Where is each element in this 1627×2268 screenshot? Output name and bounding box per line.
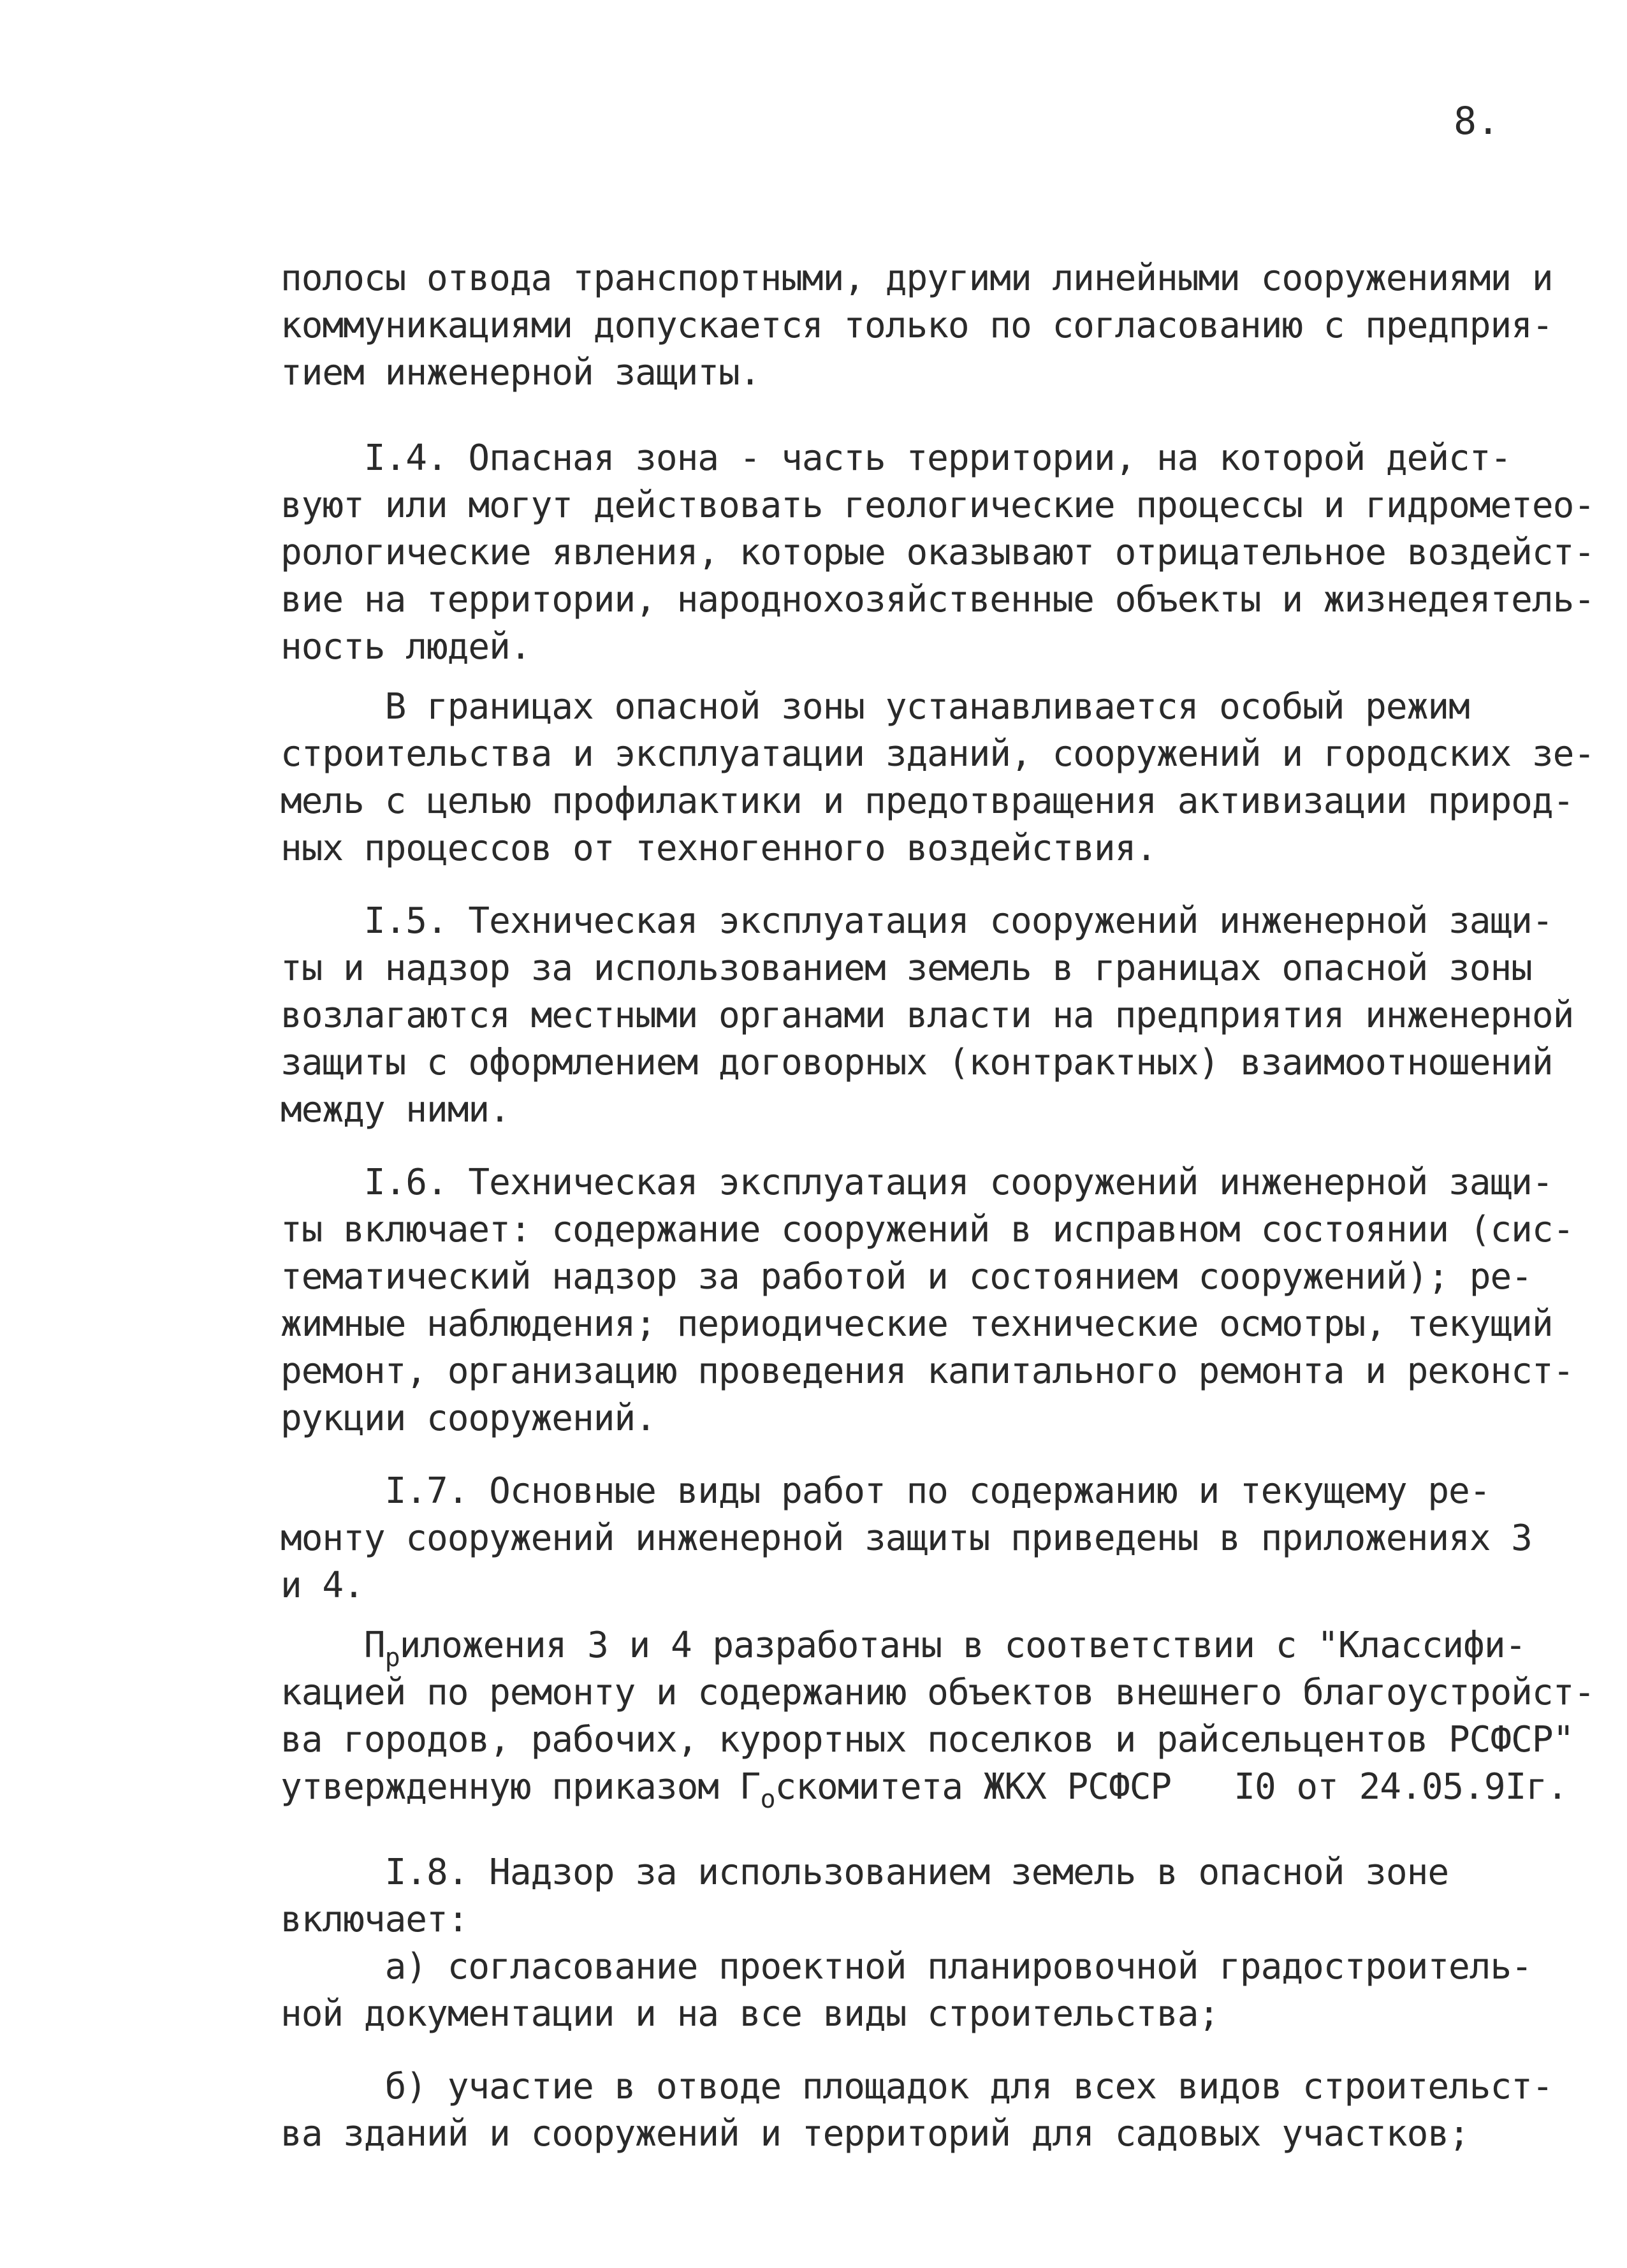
text-line: тием инженерной защиты. <box>281 352 761 393</box>
text-line: защиты с оформлением договорных (контрактных) взаимоотношений <box>281 1042 1553 1083</box>
text-line: I.6. Техническая эксплуатация сооружений инженерной защи- <box>281 1162 1553 1203</box>
text-line: ных процессов от техногенного воздействия. <box>281 828 1157 869</box>
text-line: вуют или могут действовать геологические процессы и гидрометео- <box>281 485 1595 526</box>
paragraph-1-5 <box>281 898 1574 1134</box>
text-line: В границах опасной зоны устанавливается особый режим <box>281 686 1470 728</box>
text-line: и 4. <box>281 1565 364 1606</box>
text-line: ва городов, рабочих, курортных поселков и райсельцентов РСФСР" <box>281 1719 1574 1760</box>
list-item-a: а) согласование проектной планировочной градостроитель- <box>281 1946 1532 1987</box>
list-item-b: б) участие в отводе площадок для всех видов строительст- <box>281 2066 1553 2107</box>
text-line: возлагаются местными органами власти на предприятия инженерной <box>281 995 1574 1036</box>
text-line: ремонт, организацию проведения капитального ремонта и реконст- <box>281 1350 1574 1392</box>
text-line: ность людей. <box>281 626 531 668</box>
text-fragment: иложения 3 и 4 разработаны в соответствии с "Классифи- <box>399 1625 1526 1666</box>
text-line: I.4. Опасная зона - часть территории, на которой дейст- <box>281 437 1512 479</box>
list-item-b-block <box>281 2063 1553 2158</box>
paragraph-1-6 <box>281 1159 1574 1442</box>
text-line: строительства и эксплуатации зданий, сооружений и городских зе- <box>281 733 1595 775</box>
text-line: включает: <box>281 1899 469 1940</box>
subscript-fragment: о <box>760 1785 775 1814</box>
text-line <box>281 1622 1526 1672</box>
text-line: ты включает: содержание сооружений в исправном состоянии (сис- <box>281 1209 1574 1250</box>
text-line: ва зданий и сооружений и территорий для садовых участков; <box>281 2113 1470 2155</box>
text-line: рукции сооружений. <box>281 1398 656 1439</box>
text-line: кацией по ремонту и содержанию объектов внешнего благоустройст- <box>281 1672 1595 1713</box>
text-line: коммуникациями допускается только по согласованию с предприя- <box>281 305 1553 346</box>
text-line: между ними. <box>281 1089 510 1130</box>
paragraph-appendices <box>281 1622 1595 1814</box>
text-fragment: скомитета ЖКХ РСФСР I0 от 24.05.9Iг. <box>775 1766 1568 1808</box>
paragraph-1-4 <box>281 435 1595 671</box>
text-line: ты и надзор за использованием земель в границах опасной зоны <box>281 947 1532 989</box>
text-line: жимные наблюдения; периодические технические осмотры, текущий <box>281 1303 1553 1345</box>
paragraph-1-4-hazard-zone-regime <box>281 684 1595 872</box>
text-line: мель с целью профилактики и предотвращения активизации природ- <box>281 780 1574 822</box>
text-line: тематический надзор за работой и состоянием сооружений); ре- <box>281 1256 1532 1298</box>
text-line: ной документации и на все виды строительства; <box>281 1993 1220 2035</box>
text-line: вие на территории, народнохозяйственные объекты и жизнедеятель- <box>281 579 1595 620</box>
page-number: 8. <box>1454 99 1500 143</box>
text-line <box>281 1764 1568 1814</box>
subscript-fragment: р <box>384 1643 400 1672</box>
text-fragment: утвержденную приказом Г <box>281 1766 761 1808</box>
text-line: полосы отвода транспортными, другими линейными сооружениями и <box>281 258 1553 299</box>
text-line: рологические явления, которые оказывают отрицательное воздейст- <box>281 532 1595 573</box>
text-line: I.8. Надзор за использованием земель в опасной зоне <box>281 1852 1449 1893</box>
text-line: монту сооружений инженерной защиты приведены в приложениях 3 <box>281 1518 1532 1559</box>
paragraph-continuation <box>281 255 1553 397</box>
paragraph-1-8 <box>281 1849 1532 2038</box>
text-line: I.7. Основные виды работ по содержанию и текущему ре- <box>281 1470 1491 1512</box>
text-line: I.5. Техническая эксплуатация сооружений инженерной защи- <box>281 900 1553 942</box>
paragraph-1-7 <box>281 1468 1532 1609</box>
text-fragment: П <box>281 1625 385 1666</box>
document-body <box>281 255 1595 2158</box>
